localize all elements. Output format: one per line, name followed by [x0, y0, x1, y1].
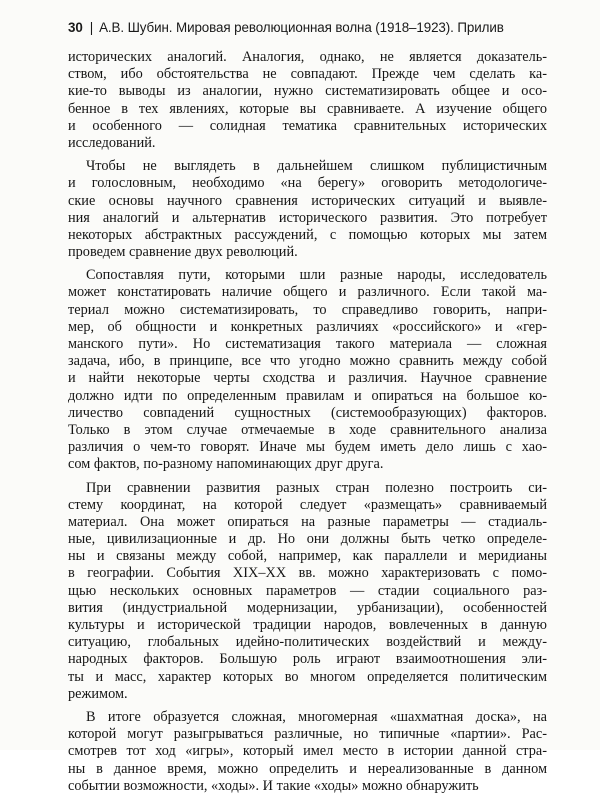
paragraph [68, 158, 547, 261]
text-line: кие-то выводы из аналогии, нужно систематизировать общее и осо- [68, 83, 547, 100]
text-line: щью нескольких основных параметров — стадии социального раз- [68, 582, 547, 599]
text-line: ские основы научного сравнения исторических ситуаций и выявле- [68, 192, 547, 209]
text-line: ны и связаны между собой, например, как параллели и меридианы [68, 548, 547, 565]
text-line: мер, об общности и конкретных различиях «российского» и «гер- [68, 318, 547, 335]
page-number: 30 [68, 20, 83, 35]
text-line: различия о чем-то говорят. Иначе мы будем иметь дело лишь с хао- [68, 439, 547, 456]
text-line: должно идти по определенным правилам и опираться на большое ко- [68, 387, 547, 404]
text-line: ством, ибо обстоятельства не совпадают. Прежде чем сделать ка- [68, 66, 547, 83]
text-line: сом фактов, по-разному напоминающих друг друга. [68, 456, 384, 473]
text-line: исторических аналогий. Аналогия, однако, не является доказатель- [68, 49, 547, 65]
paragraph [68, 267, 547, 473]
text-line: ты и масс, характер которых во многом определяется политическим [68, 668, 547, 685]
text-line: вития (индустриальной модернизации, урбанизации), особенностей [68, 599, 547, 616]
text-line: которой могут разыгрываться различные, но типичные «партии». Рас- [68, 726, 547, 743]
text-line: личество совпадений сущностных (системообразующих) факторов. [68, 404, 547, 421]
paragraph [68, 480, 547, 703]
text-line: событии возможности, «ходы». И такие «ходы» можно обнаружить [68, 777, 479, 794]
text-line: Только в этом случае отмечаемые в ходе сравнительного анализа [68, 421, 547, 438]
paragraph [68, 709, 547, 795]
text-line: смотрев тот ход «игры», который имел место в истории данной стра- [68, 743, 547, 760]
text-line: манского пути». Но систематизация такого материала — сложная [68, 336, 547, 352]
text-line: в географии. События XIX–XX вв. можно характеризовать с помо- [68, 565, 547, 582]
text-line: задача, ибо, в принципе, все что угодно можно сравнить между собой [68, 353, 547, 370]
text-line: и голословным, необходимо «на берегу» оговорить методологиче- [68, 175, 547, 192]
text-line: народных факторов. Большую роль играют взаимоотношения эли- [68, 651, 547, 668]
text-line: культуры и исторической традиции народов, вовлеченных в данную [68, 617, 547, 633]
header-separator: | [89, 20, 94, 35]
text-line: ситуацию, глобальных идейно-политических воздействий и между- [68, 634, 547, 651]
running-title: А.В. Шубин. Мировая революционная волна (1918–1923). Прилив [99, 20, 504, 35]
text-line: териал можно систематизировать, то справедливо говорить, напри- [68, 301, 547, 318]
text-line: проведем сравнение двух революций. [68, 244, 298, 261]
text-line: ны в данное время, можно определить и нереализованные в данном [68, 760, 547, 777]
text-line: материал. Она может опираться на разные параметры — стадиаль- [68, 513, 547, 530]
body-text [68, 49, 547, 801]
text-line: Чтобы не выглядеть в дальнейшем слишком публицистичным [86, 158, 547, 175]
text-line: может констатировать наличие общего и различного. Если такой ма- [68, 284, 547, 301]
text-line: и особенного — солидная тематика сравнительных исторических [68, 117, 547, 134]
running-header [68, 20, 548, 40]
paragraph [68, 49, 547, 152]
text-line: исследований. [68, 134, 156, 151]
text-line: режимом. [68, 685, 128, 702]
text-line: ния аналогий и альтернатив исторического развития. Это потребует [68, 209, 547, 226]
text-line: и найти некоторые черты сходства и различия. Научное сравнение [68, 370, 547, 387]
text-line: бенное в тех явлениях, которые вы сравниваете. А изучение общего [68, 100, 547, 117]
text-line: В итоге образуется сложная, многомерная «шахматная доска», на [86, 708, 547, 725]
text-line: стему координат, на которой следует «размещать» сравниваемый [68, 496, 547, 513]
text-line: При сравнении развития разных стран полезно построить си- [86, 479, 547, 496]
text-line: Сопоставляя пути, которыми шли разные народы, исследователь [86, 267, 547, 284]
text-line: ные, цивилизационные и др. Но они должны быть четко определе- [68, 531, 547, 548]
text-line: некоторых абстрактных рассуждений, с помощью которых мы затем [68, 226, 547, 243]
